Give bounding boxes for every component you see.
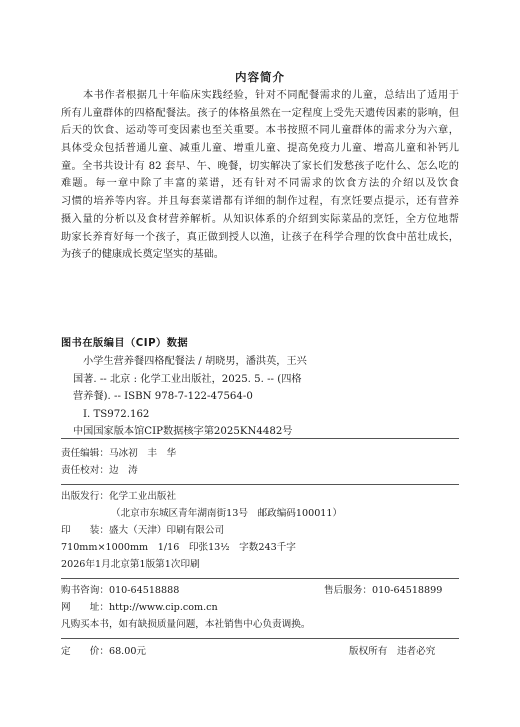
printer-value: 盛大（天津）印刷有限公司 — [108, 525, 225, 536]
divider — [61, 438, 459, 439]
intro-line: 后天的饮食、运动等可变因素也至关重要。本书按照不同儿童群体的需求分为六章， — [61, 125, 459, 137]
website-row — [61, 601, 218, 615]
edition-line: 2026年1月北京第1版第1次印刷 — [61, 559, 200, 570]
intro-line: 本书作者根据几十年临床实践经验，针对不同配餐需求的儿童，总结出了适用于 — [83, 90, 459, 101]
proof-value: 边 涛 — [108, 465, 138, 476]
website-link[interactable]: http://www.cip.com.cn — [108, 602, 218, 613]
copyright-notice: 版权所有 违者必究 — [349, 646, 436, 657]
purchase-phone: 购书咨询：010-64518888 — [61, 585, 180, 596]
intro-line: 童。全书共设计有 82 套早、午、晚餐，切实解决了家长们发愁孩子吃什么、怎么吃的 — [61, 160, 459, 172]
cip-heading: 图书在版编目（CIP）数据 — [61, 338, 189, 349]
cip-line: Ⅰ. TS972.162 — [83, 408, 150, 420]
publisher-value: 化学工业出版社 — [108, 491, 177, 502]
cip-block — [61, 335, 461, 441]
cip-line: 小学生营养餐四格配餐法 / 胡晓男，潘洪英，王兴 — [83, 356, 307, 367]
divider — [61, 638, 459, 639]
quality-notice: 凡购买本书，如有缺损质量问题，本社销售中心负责调换。 — [61, 619, 311, 630]
proof-row — [61, 464, 138, 478]
intro-title: 内容简介 — [235, 70, 285, 84]
intro-line: 为孩子的健康成长奠定坚实的基础。 — [61, 249, 224, 261]
publisher-label: 出版发行： — [61, 491, 109, 502]
price: 定 价：68.00元 — [61, 646, 147, 657]
divider — [61, 578, 459, 579]
intro-body — [61, 87, 459, 264]
editor-value: 马冰初 丰 华 — [108, 448, 177, 459]
cip-line: 中国国家版本馆CIP数据核字第2025KN4482号 — [73, 426, 293, 437]
format-line: 710mm×1000mm 1/16 印张13½ 字数243千字 — [61, 542, 296, 553]
proof-label: 责任校对： — [61, 465, 109, 476]
editor-label: 责任编辑： — [61, 448, 109, 459]
intro-line: 习惯的培养等内容。并且每套菜谱都有详细的制作过程，有烹饪要点提示，还有营养 — [61, 196, 459, 208]
intro-line: 所有儿童群体的四格配餐法。孩子的体格虽然在一定程度上受先天遗传因素的影响，但 — [61, 107, 459, 119]
intro-line: 摄入量的分析以及食材营养解析。从知识体系的介绍到实际菜品的烹饪，全方位地帮 — [61, 213, 459, 225]
intro-line: 具体受众包括普通儿童、减重儿童、增重儿童、提高免疫力儿童、增高儿童和补钙儿 — [61, 143, 459, 155]
intro-line: 助家长养育好每一个孩子，真正做到授人以渔，让孩子在科学合理的饮食中茁壮成长， — [61, 231, 459, 243]
intro-line: 难题。每一章中除了丰富的菜谱，还有针对不同需求的饮食方法的介绍以及饮食 — [61, 178, 459, 190]
aftersale-phone: 售后服务：010-64518899 — [324, 585, 443, 596]
cip-line: 国著. -- 北京 : 化学工业出版社，2025. 5. -- (四格 — [73, 373, 302, 385]
editor-row — [61, 447, 176, 461]
website-label: 网 址： — [61, 602, 109, 613]
printer-label: 印 装： — [61, 525, 109, 536]
publisher-row — [61, 490, 176, 504]
publisher-address: （北京市东城区青年湖南街13号 邮政编码100011） — [111, 508, 343, 519]
cip-line: 营养餐). -- ISBN 978-7-122-47564-0 — [73, 391, 253, 402]
divider — [61, 484, 459, 485]
printer-row — [61, 524, 224, 538]
